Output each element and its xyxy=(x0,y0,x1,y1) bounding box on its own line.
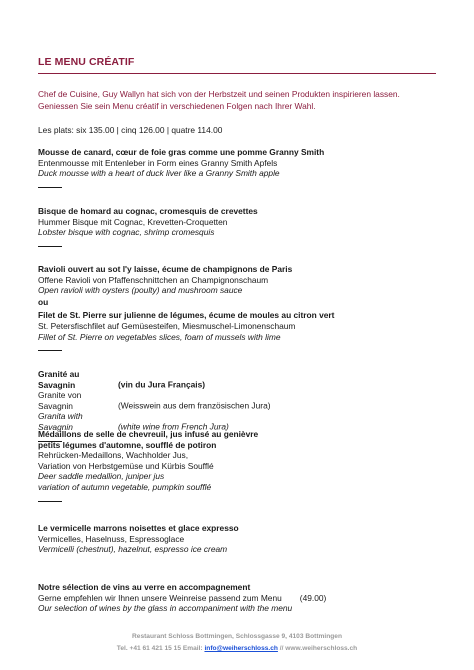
footer-website: // www.weiherschloss.ch xyxy=(277,645,358,652)
wine-french: Notre sélection de vins au verre en accompagnement xyxy=(38,582,251,592)
footer-contact xyxy=(0,645,474,652)
footer-address: Restaurant Schloss Bottmingen, Schlossgasse 9, 4103 Bottmingen xyxy=(132,633,342,640)
course-5-english-2: variation of autumn vegetable, pumpkin soufflé xyxy=(38,481,212,492)
course-1 xyxy=(38,147,438,188)
course-3-alt-german: St. Petersfischfilet auf Gemüsesteifen, Miesmuschel-Limonenschaum xyxy=(38,320,296,331)
course-4-english: Granita with Savagnin xyxy=(38,411,83,432)
course-3-or: ou xyxy=(38,296,49,307)
course-3-english: Open ravioli with oysters (poulty) and mushroom sauce xyxy=(38,285,243,296)
course-separator xyxy=(38,187,62,188)
course-2 xyxy=(38,206,438,247)
course-3-french: Ravioli ouvert au sot l'y laisse, écume de champignons de Paris xyxy=(38,264,293,274)
wine-price: (49.00) xyxy=(299,592,327,603)
course-separator xyxy=(38,501,62,502)
intro-text xyxy=(38,88,438,112)
course-4-german: Granite von Savagnin xyxy=(38,390,82,411)
course-3-german: Offene Ravioli von Pfaffenschnittchen an Champignonschaum xyxy=(38,274,269,285)
title-divider xyxy=(38,73,436,74)
course-6-german: Vermicelles, Haselnuss, Espressoglace xyxy=(38,533,185,544)
course-6 xyxy=(38,523,438,555)
course-5 xyxy=(38,429,438,502)
footer-phone: Tel. +41 61 421 15 15 Email: xyxy=(116,645,205,652)
course-4-french-row xyxy=(38,369,438,390)
course-5-french-2: petits légumes d'automne, soufflé de potiron xyxy=(38,439,217,450)
wine-english: Our selection of wines by the glass in accompaniment with the menu xyxy=(38,603,293,614)
footer-email-link[interactable]: info@weiherschloss.ch xyxy=(204,645,278,652)
course-2-german: Hummer Bisque mit Cognac, Krevetten-Croquetten xyxy=(38,216,228,227)
course-4-english-note: (white wine from French Jura) xyxy=(118,421,229,432)
course-separator xyxy=(38,246,62,247)
course-3-alt-french: Filet de St. Pierre sur julienne de légumes, écume de moules au citron vert xyxy=(38,310,335,321)
course-1-french: Mousse de canard, cœur de foie gras comme une pomme Granny Smith xyxy=(38,147,325,157)
course-6-english: Vermicelli (chestnut), hazelnut, espresso ice cream xyxy=(38,544,228,555)
course-4-german-note: (Weisswein aus dem französischen Jura) xyxy=(118,400,271,411)
course-separator xyxy=(38,350,62,351)
menu-title: LE MENU CRÉATIF xyxy=(38,56,135,68)
wine-pairing xyxy=(38,582,438,614)
course-4-french: Granité au Savagnin xyxy=(38,369,80,390)
course-2-french: Bisque de homard au cognac, cromesquis de crevettes xyxy=(38,206,258,216)
course-1-german: Entenmousse mit Entenleber in Form eines Granny Smith Apfels xyxy=(38,157,278,168)
course-4-french-note: (vin du Jura Français) xyxy=(118,379,206,390)
course-3-alt-english: Fillet of St. Pierre on vegetables slices, foam of mussels with lime xyxy=(38,331,281,342)
course-6-french: Le vermicelle marrons noisettes et glace expresso xyxy=(38,523,239,533)
price-list: Les plats: six 135.00 | cinq 126.00 | quatre 114.00 xyxy=(38,125,223,135)
course-2-english: Lobster bisque with cognac, shrimp cromesquis xyxy=(38,227,215,238)
wine-german: Gerne empfehlen wir Ihnen unsere Weinreise passend zum Menu xyxy=(38,592,282,603)
course-5-german: Rehrücken-Medaillons, Wachholder Jus, xyxy=(38,450,189,461)
intro-line-2: Geniessen Sie sein Menu créatif in verschiedenen Folgen nach Ihrer Wahl. xyxy=(38,101,316,111)
intro-line-1: Chef de Cuisine, Guy Wallyn hat sich von der Herbstzeit und seinen Produkten inspirieren lassen. xyxy=(38,89,400,99)
course-5-french: Médaillons de selle de chevreuil, jus infusé au genièvre xyxy=(38,429,259,439)
course-5-english: Deer saddle medallion, juniper jus xyxy=(38,471,165,482)
course-5-german-2: Variation von Herbstgemüse und Kürbis Soufflé xyxy=(38,460,214,471)
course-3 xyxy=(38,264,438,351)
wine-german-row xyxy=(38,593,438,604)
course-1-english: Duck mousse with a heart of duck liver like a Granny Smith apple xyxy=(38,168,280,179)
course-4-german-row xyxy=(38,390,438,411)
